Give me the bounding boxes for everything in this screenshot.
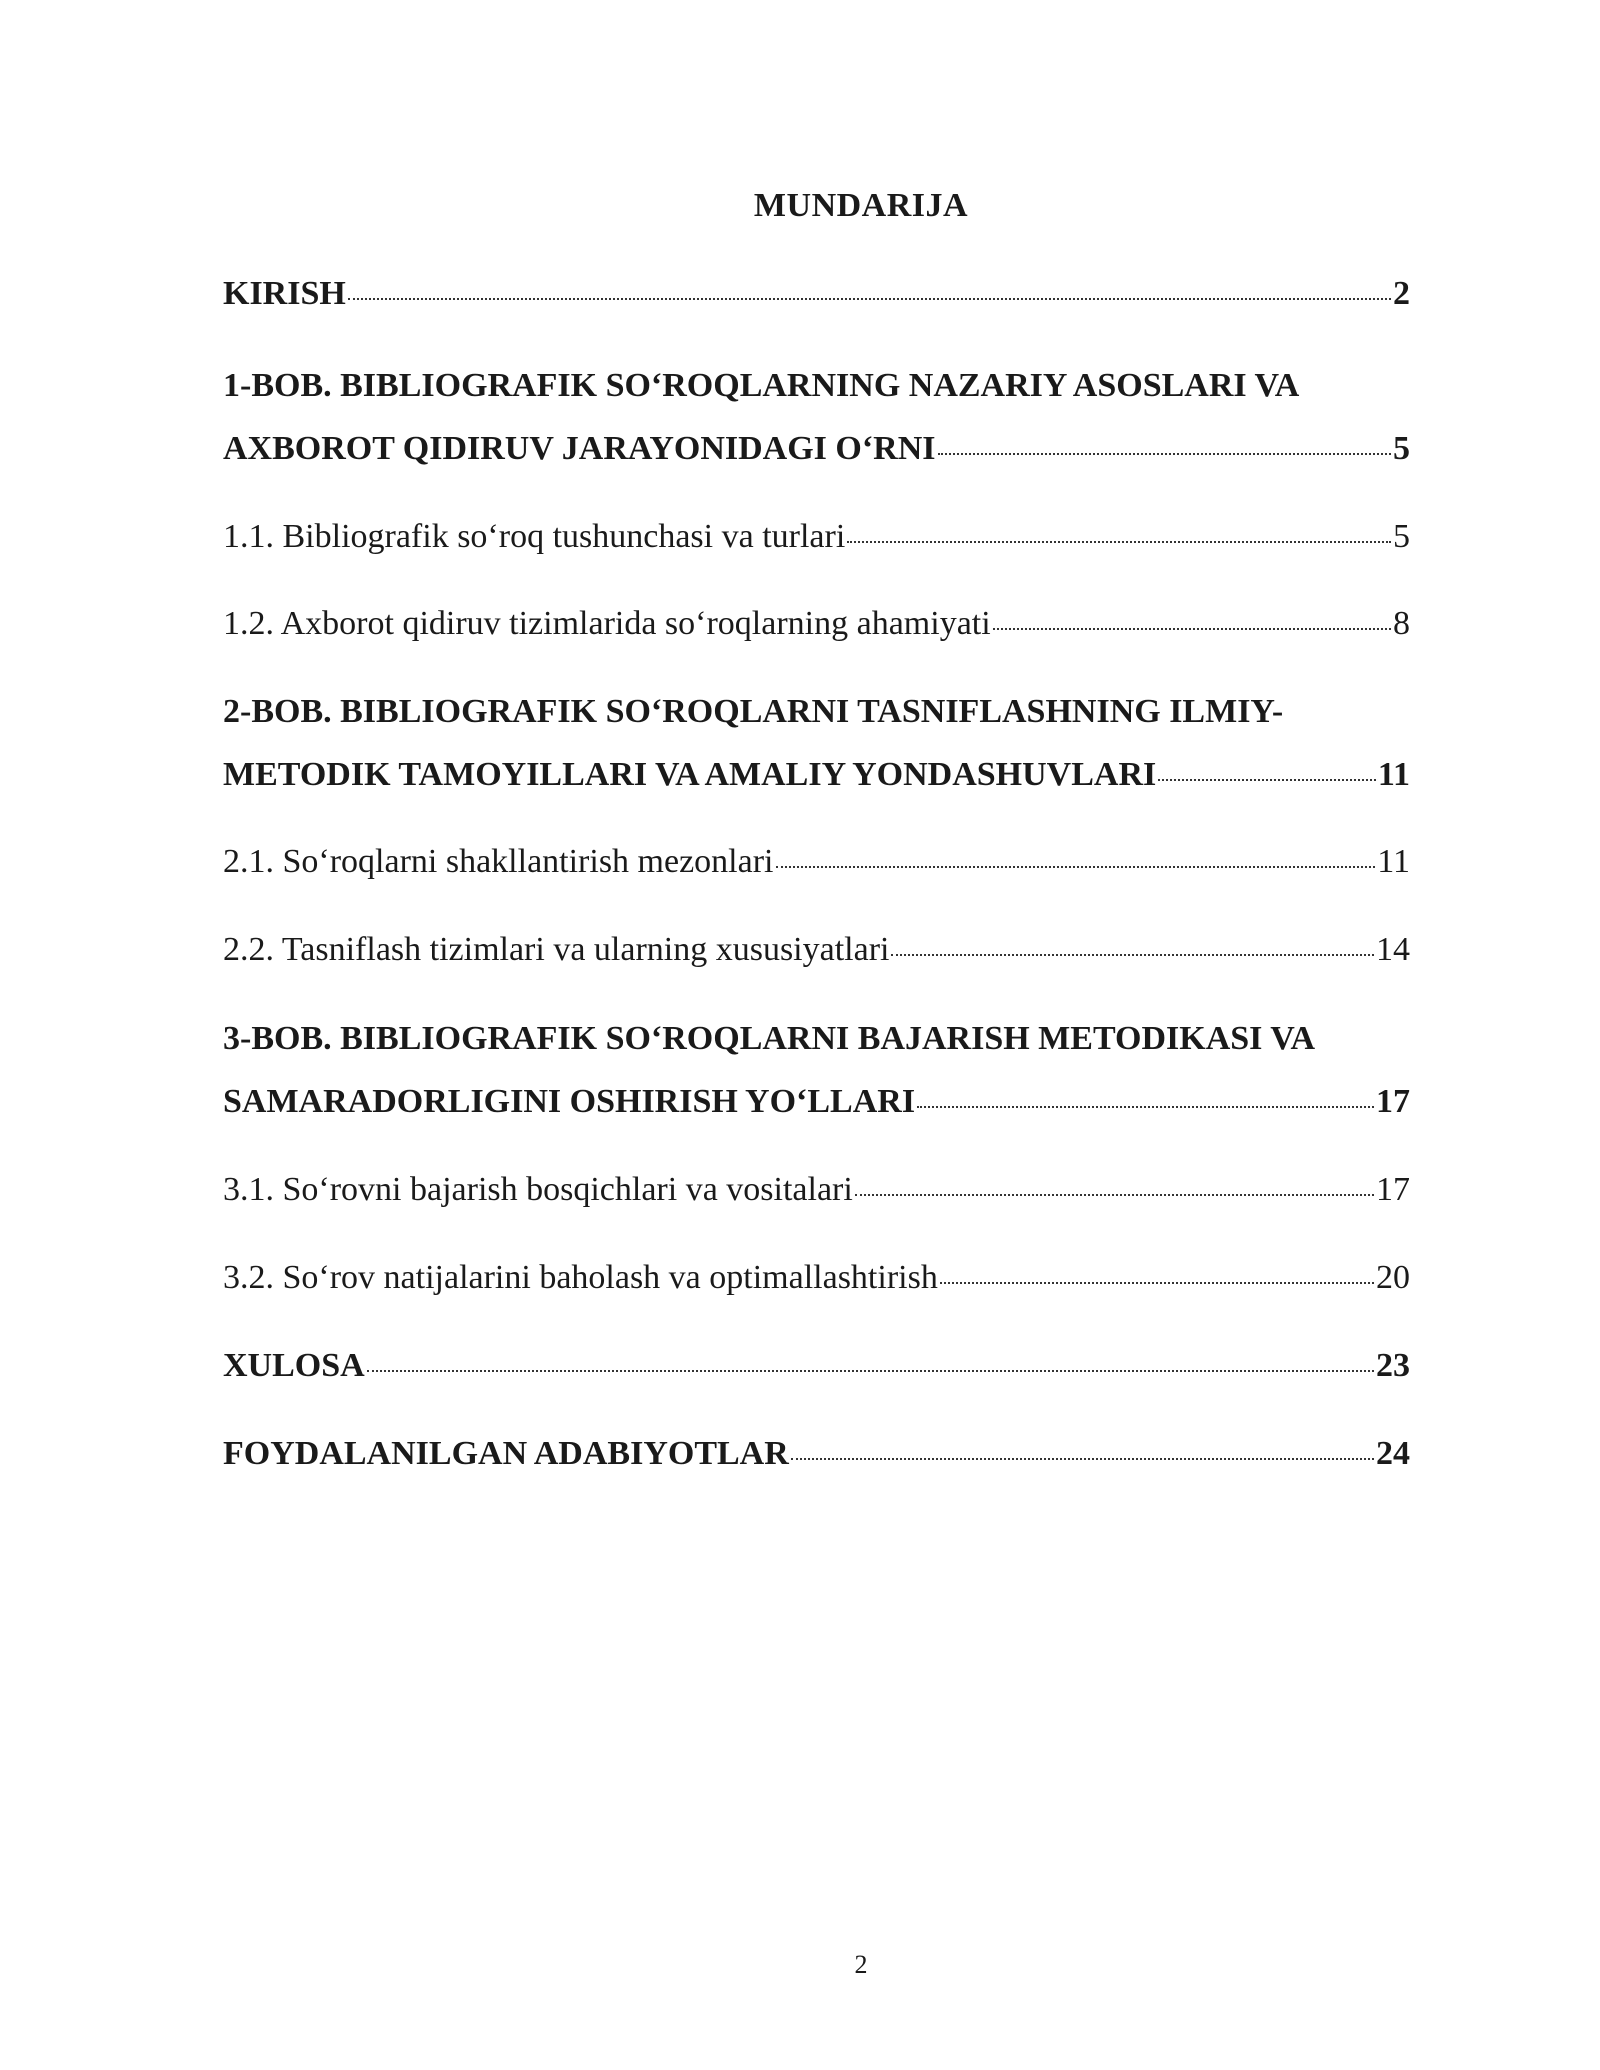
toc-entry-title: 3.2. So‘rov natijalarini baholash va optimallashtirish xyxy=(223,1259,938,1296)
toc-entry-page: 5 xyxy=(1393,518,1410,555)
toc-entry-page: 14 xyxy=(1376,931,1410,968)
toc-entry-title: KIRISH xyxy=(223,275,346,312)
toc-entry-title: 2.1. So‘roqlarni shakllantirish mezonlari xyxy=(223,843,774,880)
toc-entry-page: 11 xyxy=(1377,843,1410,880)
toc-entry-title: AXBOROT QIDIRUV JARAYONIDAGI O‘RNI xyxy=(223,430,936,467)
toc-entry[interactable] xyxy=(223,1259,1410,1297)
toc-leader-dots xyxy=(847,541,1391,543)
toc-entry-page: 17 xyxy=(1376,1083,1410,1120)
toc-entry-title: 2-BOB. BIBLIOGRAFIK SO‘ROQLARNI TASNIFLASHNING ILMIY- xyxy=(223,693,1284,730)
toc-leader-dots xyxy=(938,453,1391,455)
toc-entry-title: METODIK TAMOYILLARI VA AMALIY YONDASHUVLARI xyxy=(223,756,1157,793)
toc-entry[interactable] xyxy=(223,1347,1410,1385)
toc-entry-title: 3-BOB. BIBLIOGRAFIK SO‘ROQLARNI BAJARISH METODIKASI VA xyxy=(223,1020,1316,1057)
toc-entry-page: 2 xyxy=(1393,275,1410,312)
toc-entry[interactable] xyxy=(223,1083,1410,1121)
toc-entry[interactable] xyxy=(223,1020,1410,1058)
toc-entry-page: 17 xyxy=(1376,1171,1410,1208)
toc-entry-page: 24 xyxy=(1376,1435,1410,1472)
toc-leader-dots xyxy=(348,298,1391,300)
toc-entry[interactable] xyxy=(223,430,1410,468)
toc-entry-page: 8 xyxy=(1393,605,1410,642)
toc-entry-title: FOYDALANILGAN ADABIYOTLAR xyxy=(223,1435,789,1472)
page-title: MUNDARIJA xyxy=(753,187,969,224)
toc-entry-title: XULOSA xyxy=(223,1347,365,1384)
toc-entry[interactable] xyxy=(223,518,1410,556)
toc-entry-title: 1.2. Axborot qidiruv tizimlarida so‘roqlarning ahamiyati xyxy=(223,605,991,642)
toc-entry[interactable] xyxy=(223,693,1410,731)
toc-leader-dots xyxy=(776,866,1376,868)
toc-leader-dots xyxy=(1158,779,1376,781)
toc-entry-title: 2.2. Tasniflash tizimlari va ularning xususiyatlari xyxy=(223,931,890,968)
toc-entry-page: 20 xyxy=(1376,1259,1410,1296)
toc-entry[interactable] xyxy=(223,843,1410,881)
toc-leader-dots xyxy=(993,628,1391,630)
toc-entry[interactable] xyxy=(223,931,1410,969)
toc-entry-title: 3.1. So‘rovni bajarish bosqichlari va vositalari xyxy=(223,1171,853,1208)
toc-entry[interactable] xyxy=(223,756,1410,794)
toc-entry-title: 1-BOB. BIBLIOGRAFIK SO‘ROQLARNING NAZARIY ASOSLARI VA xyxy=(223,367,1300,404)
toc-entry-page: 5 xyxy=(1393,430,1410,467)
toc-entry[interactable] xyxy=(223,367,1410,405)
toc-leader-dots xyxy=(917,1106,1374,1108)
toc-entry[interactable] xyxy=(223,605,1410,643)
toc-entry-page: 23 xyxy=(1376,1347,1410,1384)
toc-leader-dots xyxy=(940,1282,1374,1284)
page-number: 2 xyxy=(854,1950,868,1979)
toc-leader-dots xyxy=(791,1458,1374,1460)
toc-entry[interactable] xyxy=(223,275,1410,313)
toc-entry[interactable] xyxy=(223,1171,1410,1209)
toc-entry-title: SAMARADORLIGINI OSHIRISH YO‘LLARI xyxy=(223,1083,916,1120)
toc-entry-page: 11 xyxy=(1377,756,1410,793)
toc-entry-title: 1.1. Bibliografik so‘roq tushunchasi va turlari xyxy=(223,518,846,555)
toc-entry[interactable] xyxy=(223,1435,1410,1473)
toc-leader-dots xyxy=(891,954,1374,956)
toc-leader-dots xyxy=(855,1194,1374,1196)
toc-leader-dots xyxy=(367,1370,1374,1372)
